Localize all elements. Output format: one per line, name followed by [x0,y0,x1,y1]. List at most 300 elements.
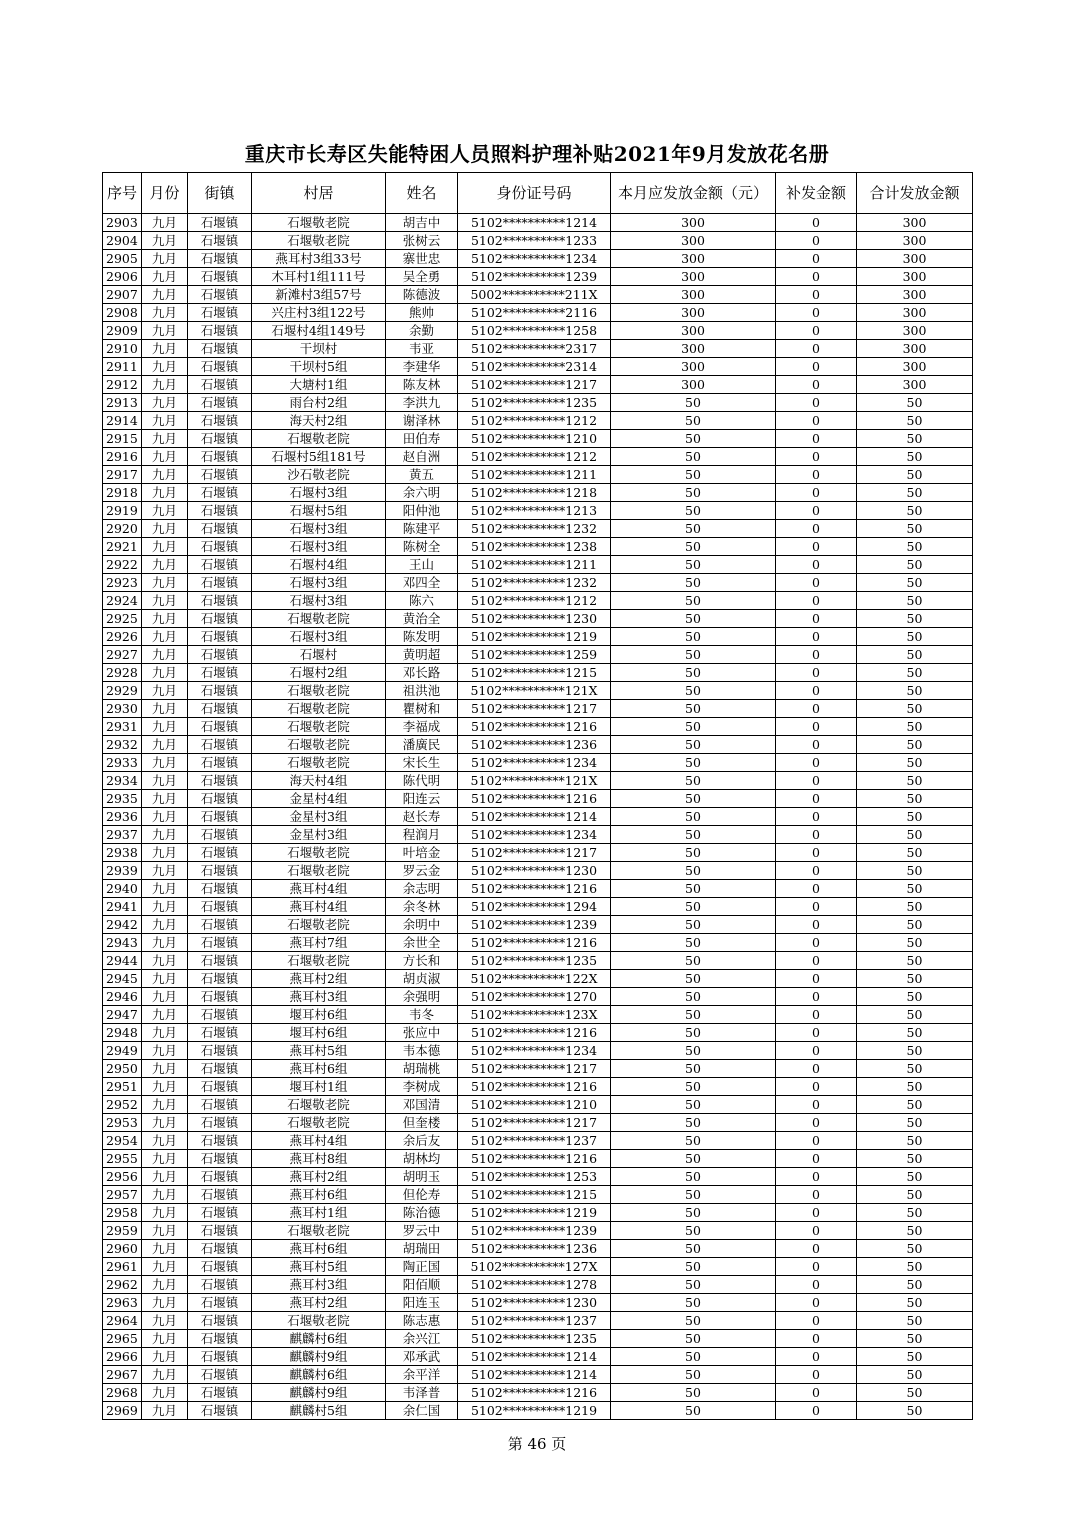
cell-month: 九月 [142,862,188,880]
cell-name: 余强明 [386,988,458,1006]
cell-town: 石堰镇 [188,1114,252,1132]
cell-id-number: 5102**********2116 [458,304,611,322]
cell-index: 2907 [103,286,142,304]
table-row [103,808,973,826]
cell-monthly-amount: 50 [611,880,776,898]
roster-table [102,172,973,1420]
cell-total: 50 [857,754,973,772]
cell-index: 2921 [103,538,142,556]
cell-supplement: 0 [776,1330,857,1348]
cell-month: 九月 [142,1366,188,1384]
cell-supplement: 0 [776,1276,857,1294]
cell-village: 石堰敬老院 [252,952,386,970]
cell-town: 石堰镇 [188,664,252,682]
cell-village: 金星村3组 [252,826,386,844]
cell-index: 2912 [103,376,142,394]
cell-month: 九月 [142,214,188,232]
table-row [103,340,973,358]
col-header-name: 姓名 [386,173,458,214]
cell-month: 九月 [142,610,188,628]
cell-month: 九月 [142,844,188,862]
cell-id-number: 5102**********1238 [458,538,611,556]
cell-name: 但伦寿 [386,1186,458,1204]
cell-monthly-amount: 50 [611,1132,776,1150]
cell-total: 50 [857,1006,973,1024]
cell-name: 张树云 [386,232,458,250]
cell-month: 九月 [142,1150,188,1168]
cell-town: 石堰镇 [188,988,252,1006]
cell-id-number: 5102**********1259 [458,646,611,664]
cell-village: 兴庄村3组122号 [252,304,386,322]
cell-id-number: 5102**********1233 [458,232,611,250]
cell-monthly-amount: 50 [611,412,776,430]
cell-total: 50 [857,484,973,502]
table-row [103,646,973,664]
cell-village: 燕耳村3组33号 [252,250,386,268]
cell-month: 九月 [142,808,188,826]
cell-town: 石堰镇 [188,862,252,880]
cell-town: 石堰镇 [188,250,252,268]
cell-monthly-amount: 50 [611,1312,776,1330]
cell-monthly-amount: 50 [611,484,776,502]
table-row [103,1078,973,1096]
cell-name: 叶培金 [386,844,458,862]
cell-supplement: 0 [776,1150,857,1168]
cell-name: 陈建平 [386,520,458,538]
cell-total: 300 [857,322,973,340]
cell-monthly-amount: 50 [611,790,776,808]
cell-index: 2951 [103,1078,142,1096]
cell-name: 寨世忠 [386,250,458,268]
cell-monthly-amount: 300 [611,322,776,340]
cell-town: 石堰镇 [188,1294,252,1312]
cell-supplement: 0 [776,268,857,286]
cell-index: 2918 [103,484,142,502]
cell-town: 石堰镇 [188,1132,252,1150]
table-row [103,412,973,430]
cell-monthly-amount: 50 [611,430,776,448]
cell-supplement: 0 [776,790,857,808]
cell-village: 沙石敬老院 [252,466,386,484]
col-header-supplement: 补发金额 [776,173,857,214]
cell-village: 石堰敬老院 [252,610,386,628]
cell-name: 程润月 [386,826,458,844]
cell-town: 石堰镇 [188,844,252,862]
cell-total: 50 [857,1366,973,1384]
cell-village: 石堰敬老院 [252,736,386,754]
cell-id-number: 5102**********127X [458,1258,611,1276]
cell-monthly-amount: 50 [611,448,776,466]
cell-town: 石堰镇 [188,502,252,520]
cell-month: 九月 [142,1258,188,1276]
cell-total: 50 [857,1294,973,1312]
cell-index: 2910 [103,340,142,358]
cell-supplement: 0 [776,430,857,448]
cell-name: 韦冬 [386,1006,458,1024]
cell-town: 石堰镇 [188,340,252,358]
cell-name: 邓四全 [386,574,458,592]
cell-monthly-amount: 50 [611,1042,776,1060]
cell-monthly-amount: 300 [611,214,776,232]
cell-town: 石堰镇 [188,268,252,286]
cell-month: 九月 [142,358,188,376]
cell-village: 新滩村3组57号 [252,286,386,304]
cell-village: 干坝村5组 [252,358,386,376]
cell-supplement: 0 [776,988,857,1006]
cell-name: 罗云金 [386,862,458,880]
table-row [103,1042,973,1060]
cell-village: 石堰村2组 [252,664,386,682]
table-row [103,502,973,520]
cell-index: 2945 [103,970,142,988]
table-row [103,1150,973,1168]
cell-month: 九月 [142,592,188,610]
cell-name: 陈志惠 [386,1312,458,1330]
cell-id-number: 5102**********122X [458,970,611,988]
cell-town: 石堰镇 [188,214,252,232]
cell-town: 石堰镇 [188,1240,252,1258]
cell-supplement: 0 [776,1042,857,1060]
cell-monthly-amount: 50 [611,844,776,862]
cell-town: 石堰镇 [188,1042,252,1060]
cell-name: 陈代明 [386,772,458,790]
cell-name: 陈友林 [386,376,458,394]
cell-index: 2965 [103,1330,142,1348]
cell-supplement: 0 [776,700,857,718]
cell-monthly-amount: 50 [611,1240,776,1258]
cell-id-number: 5102**********1230 [458,610,611,628]
cell-id-number: 5102**********1216 [458,1024,611,1042]
cell-index: 2939 [103,862,142,880]
cell-village: 燕耳村3组 [252,988,386,1006]
cell-village: 燕耳村6组 [252,1240,386,1258]
cell-village: 石堰村5组 [252,502,386,520]
cell-total: 50 [857,1042,973,1060]
cell-monthly-amount: 50 [611,970,776,988]
table-row [103,538,973,556]
cell-name: 熊帅 [386,304,458,322]
col-header-index: 序号 [103,173,142,214]
cell-month: 九月 [142,448,188,466]
cell-monthly-amount: 50 [611,934,776,952]
cell-index: 2954 [103,1132,142,1150]
cell-index: 2969 [103,1402,142,1420]
cell-monthly-amount: 50 [611,574,776,592]
cell-village: 石堰村3组 [252,592,386,610]
cell-village: 燕耳村2组 [252,1294,386,1312]
cell-index: 2946 [103,988,142,1006]
cell-index: 2958 [103,1204,142,1222]
cell-village: 石堰敬老院 [252,1096,386,1114]
cell-supplement: 0 [776,592,857,610]
cell-name: 余冬林 [386,898,458,916]
table-row [103,700,973,718]
col-header-monthly-amount: 本月应发放金额（元） [611,173,776,214]
table-row [103,304,973,322]
cell-village: 麒麟村9组 [252,1384,386,1402]
cell-index: 2911 [103,358,142,376]
cell-month: 九月 [142,952,188,970]
cell-monthly-amount: 50 [611,1330,776,1348]
cell-town: 石堰镇 [188,1204,252,1222]
cell-month: 九月 [142,1114,188,1132]
cell-total: 300 [857,214,973,232]
cell-name: 胡贞淑 [386,970,458,988]
cell-monthly-amount: 50 [611,1402,776,1420]
cell-total: 50 [857,772,973,790]
cell-index: 2936 [103,808,142,826]
cell-month: 九月 [142,736,188,754]
cell-total: 50 [857,1168,973,1186]
cell-id-number: 5102**********1237 [458,1132,611,1150]
cell-town: 石堰镇 [188,412,252,430]
cell-town: 石堰镇 [188,970,252,988]
cell-town: 石堰镇 [188,430,252,448]
cell-monthly-amount: 50 [611,394,776,412]
cell-monthly-amount: 50 [611,556,776,574]
table-row [103,736,973,754]
cell-village: 石堰敬老院 [252,718,386,736]
cell-index: 2943 [103,934,142,952]
cell-id-number: 5102**********1216 [458,718,611,736]
cell-village: 石堰敬老院 [252,754,386,772]
cell-name: 赵自洲 [386,448,458,466]
cell-supplement: 0 [776,916,857,934]
cell-index: 2963 [103,1294,142,1312]
cell-id-number: 5102**********1214 [458,1348,611,1366]
cell-index: 2928 [103,664,142,682]
cell-index: 2952 [103,1096,142,1114]
cell-village: 石堰村3组 [252,538,386,556]
cell-supplement: 0 [776,682,857,700]
cell-name: 宋长生 [386,754,458,772]
cell-index: 2947 [103,1006,142,1024]
cell-total: 50 [857,646,973,664]
cell-month: 九月 [142,250,188,268]
cell-town: 石堰镇 [188,1078,252,1096]
cell-index: 2935 [103,790,142,808]
cell-id-number: 5102**********1234 [458,1042,611,1060]
cell-index: 2927 [103,646,142,664]
cell-total: 50 [857,898,973,916]
cell-index: 2908 [103,304,142,322]
cell-supplement: 0 [776,1366,857,1384]
cell-index: 2941 [103,898,142,916]
cell-supplement: 0 [776,250,857,268]
table-row [103,1312,973,1330]
cell-id-number: 5102**********1237 [458,1312,611,1330]
cell-id-number: 5102**********1239 [458,1222,611,1240]
cell-town: 石堰镇 [188,304,252,322]
cell-id-number: 5102**********1219 [458,628,611,646]
cell-supplement: 0 [776,1024,857,1042]
cell-village: 燕耳村4组 [252,880,386,898]
cell-town: 石堰镇 [188,1186,252,1204]
cell-id-number: 5102**********1213 [458,502,611,520]
cell-month: 九月 [142,898,188,916]
cell-name: 罗云中 [386,1222,458,1240]
cell-name: 黄治全 [386,610,458,628]
cell-name: 余勤 [386,322,458,340]
cell-id-number: 5102**********1239 [458,268,611,286]
cell-name: 胡明玉 [386,1168,458,1186]
cell-town: 石堰镇 [188,1348,252,1366]
cell-town: 石堰镇 [188,1150,252,1168]
cell-town: 石堰镇 [188,628,252,646]
cell-village: 麒麟村6组 [252,1330,386,1348]
cell-monthly-amount: 50 [611,754,776,772]
cell-village: 石堰敬老院 [252,862,386,880]
cell-month: 九月 [142,1204,188,1222]
cell-monthly-amount: 50 [611,1384,776,1402]
cell-monthly-amount: 50 [611,664,776,682]
cell-id-number: 5102**********1210 [458,1096,611,1114]
cell-monthly-amount: 50 [611,988,776,1006]
table-row [103,232,973,250]
table-row [103,934,973,952]
cell-town: 石堰镇 [188,898,252,916]
cell-id-number: 5102**********2314 [458,358,611,376]
cell-town: 石堰镇 [188,556,252,574]
table-row [103,1168,973,1186]
cell-monthly-amount: 50 [611,898,776,916]
cell-village: 石堰敬老院 [252,1114,386,1132]
cell-name: 余后友 [386,1132,458,1150]
cell-month: 九月 [142,1006,188,1024]
cell-id-number: 5102**********1215 [458,1186,611,1204]
cell-supplement: 0 [776,520,857,538]
cell-town: 石堰镇 [188,934,252,952]
cell-id-number: 5102**********1219 [458,1204,611,1222]
cell-month: 九月 [142,484,188,502]
cell-village: 堰耳村6组 [252,1006,386,1024]
table-row [103,970,973,988]
cell-village: 燕耳村6组 [252,1186,386,1204]
cell-village: 石堰村4组 [252,556,386,574]
cell-monthly-amount: 300 [611,286,776,304]
cell-total: 50 [857,736,973,754]
cell-index: 2934 [103,772,142,790]
cell-supplement: 0 [776,1006,857,1024]
cell-village: 燕耳村8组 [252,1150,386,1168]
cell-total: 50 [857,682,973,700]
table-row [103,898,973,916]
cell-supplement: 0 [776,1078,857,1096]
cell-town: 石堰镇 [188,880,252,898]
cell-monthly-amount: 50 [611,1114,776,1132]
cell-town: 石堰镇 [188,754,252,772]
cell-village: 燕耳村5组 [252,1042,386,1060]
cell-total: 50 [857,1150,973,1168]
cell-id-number: 5102**********1212 [458,592,611,610]
cell-index: 2938 [103,844,142,862]
cell-total: 50 [857,502,973,520]
cell-monthly-amount: 50 [611,1204,776,1222]
cell-supplement: 0 [776,664,857,682]
cell-supplement: 0 [776,1060,857,1078]
cell-name: 李建华 [386,358,458,376]
col-header-id-number: 身份证号码 [458,173,611,214]
cell-village: 石堰敬老院 [252,844,386,862]
cell-supplement: 0 [776,484,857,502]
cell-monthly-amount: 300 [611,340,776,358]
cell-town: 石堰镇 [188,1366,252,1384]
cell-village: 石堰村3组 [252,574,386,592]
cell-name: 邓长路 [386,664,458,682]
cell-id-number: 5102**********1216 [458,880,611,898]
cell-village: 石堰村3组 [252,484,386,502]
cell-town: 石堰镇 [188,808,252,826]
cell-name: 余明中 [386,916,458,934]
cell-total: 50 [857,862,973,880]
table-row [103,1222,973,1240]
cell-month: 九月 [142,1402,188,1420]
cell-total: 50 [857,1222,973,1240]
cell-index: 2942 [103,916,142,934]
cell-supplement: 0 [776,1384,857,1402]
cell-village: 石堰村5组181号 [252,448,386,466]
cell-total: 300 [857,250,973,268]
cell-index: 2906 [103,268,142,286]
cell-index: 2962 [103,1276,142,1294]
cell-id-number: 5102**********1217 [458,1114,611,1132]
cell-name: 阳仲池 [386,502,458,520]
cell-total: 50 [857,1312,973,1330]
table-row [103,862,973,880]
cell-index: 2931 [103,718,142,736]
cell-town: 石堰镇 [188,1096,252,1114]
cell-month: 九月 [142,574,188,592]
cell-month: 九月 [142,1276,188,1294]
table-row [103,484,973,502]
cell-index: 2909 [103,322,142,340]
cell-monthly-amount: 50 [611,1096,776,1114]
cell-supplement: 0 [776,1168,857,1186]
cell-month: 九月 [142,1060,188,1078]
cell-total: 50 [857,1402,973,1420]
cell-monthly-amount: 50 [611,1222,776,1240]
cell-total: 50 [857,1186,973,1204]
cell-id-number: 5102**********1216 [458,934,611,952]
cell-name: 韦亚 [386,340,458,358]
cell-village: 石堰村4组149号 [252,322,386,340]
cell-month: 九月 [142,286,188,304]
cell-total: 50 [857,700,973,718]
cell-monthly-amount: 50 [611,1348,776,1366]
cell-id-number: 5102**********1217 [458,376,611,394]
cell-name: 陈六 [386,592,458,610]
cell-village: 干坝村 [252,340,386,358]
table-row [103,826,973,844]
cell-id-number: 5102**********1236 [458,736,611,754]
cell-town: 石堰镇 [188,538,252,556]
cell-village: 燕耳村2组 [252,970,386,988]
cell-id-number: 5102**********121X [458,682,611,700]
cell-village: 石堰村 [252,646,386,664]
cell-name: 李福成 [386,718,458,736]
cell-total: 50 [857,718,973,736]
cell-name: 余世全 [386,934,458,952]
cell-village: 石堰敬老院 [252,430,386,448]
cell-town: 石堰镇 [188,1168,252,1186]
table-row [103,1348,973,1366]
cell-month: 九月 [142,646,188,664]
cell-village: 石堰敬老院 [252,700,386,718]
table-row [103,1060,973,1078]
cell-monthly-amount: 50 [611,1024,776,1042]
table-row [103,988,973,1006]
cell-name: 但奎楼 [386,1114,458,1132]
